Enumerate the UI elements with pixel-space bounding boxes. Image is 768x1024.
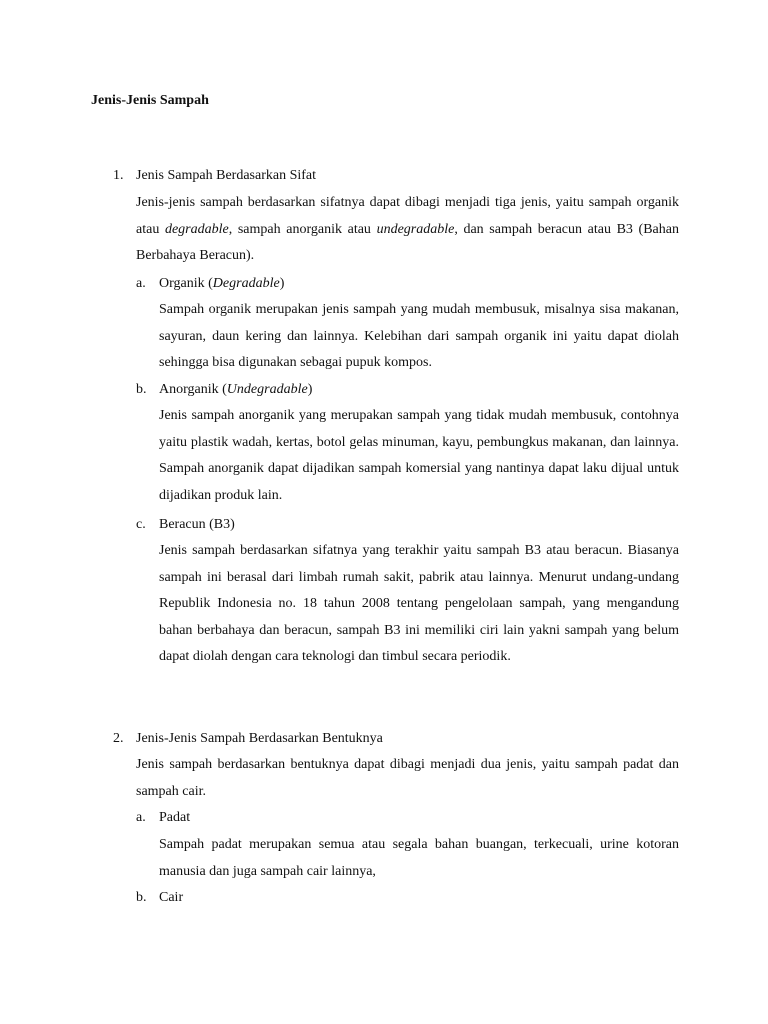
item-2a-heading: Padat <box>159 810 191 825</box>
italic-term-undegradable: undegradable <box>376 221 455 237</box>
item-2a-letter: a. <box>136 810 146 825</box>
item-1c-letter: c. <box>136 517 146 532</box>
item-1b-letter: b. <box>136 382 147 397</box>
item-2b-heading: Cair <box>159 890 184 905</box>
section-2-intro: Jenis sampah berdasarkan bentuknya dapat dibagi menjadi dua jenis, yaitu sampah padat dan sampah cair. <box>136 757 679 799</box>
italic-term-degradable: degradable <box>164 221 229 237</box>
section-1-heading: Jenis Sampah Berdasarkan Sifat <box>136 168 317 183</box>
item-1b-text: Jenis sampah anorganik yang merupakan sampah yang tidak mudah membusuk, contohnya yaitu plastik wadah, kertas, botol gelas minuman, kayu, pembungkus makanan, dan lainnya. Sampah anorganik dapat dijadikan sampah komersial yang nantinya dapat laku dijual untuk dijadikan produk lain. <box>159 408 679 503</box>
item-1c-text: Jenis sampah berdasarkan sifatnya yang terakhir yaitu sampah B3 atau beracun. Biasanya sampah ini berasal dari limbah rumah sakit, pabrik atau lainnya. Menurut undang-undang Republik Indonesia no. 18 tahun 2008 tentang pengelolaan sampah, yang mengandung bahan berbahaya dan beracun, sampah B3 ini memiliki ciri lain yakni sampah yang belum dapat diolah dengan cara teknologi dan timbul secara periodik. <box>159 543 679 664</box>
item-1b-heading: Anorganik (Undegradable) <box>159 382 313 397</box>
document-title: Jenis-Jenis Sampah <box>91 93 209 108</box>
item-2b-letter: b. <box>136 890 147 905</box>
item-1a-letter: a. <box>136 276 146 291</box>
item-1c-heading: Beracun (B3) <box>159 517 235 532</box>
item-2a-text: Sampah padat merupakan semua atau segala bahan buangan, terkecuali, urine kotoran manusia dan juga sampah cair lainnya, <box>159 837 679 879</box>
section-2-heading: Jenis-Jenis Sampah Berdasarkan Bentuknya <box>136 731 383 746</box>
section-1-intro: Jenis-jenis sampah berdasarkan sifatnya dapat dibagi menjadi tiga jenis, yaitu sampah organik atau degradable, sampah anorganik atau undegradable, dan sampah beracun atau B3 (Bahan Berbahaya Beracun). <box>136 195 679 263</box>
section-2-number: 2. <box>113 731 124 746</box>
item-1a-text: Sampah organik merupakan jenis sampah yang mudah membusuk, misalnya sisa makanan, sayuran, daun kering dan lainnya. Kelebihan dari sampah organik ini yaitu dapat diolah sehingga bisa digunakan sebagai pupuk kompos. <box>159 302 679 370</box>
section-1-number: 1. <box>113 168 124 183</box>
item-1a-heading: Organik (Degradable) <box>159 276 285 291</box>
